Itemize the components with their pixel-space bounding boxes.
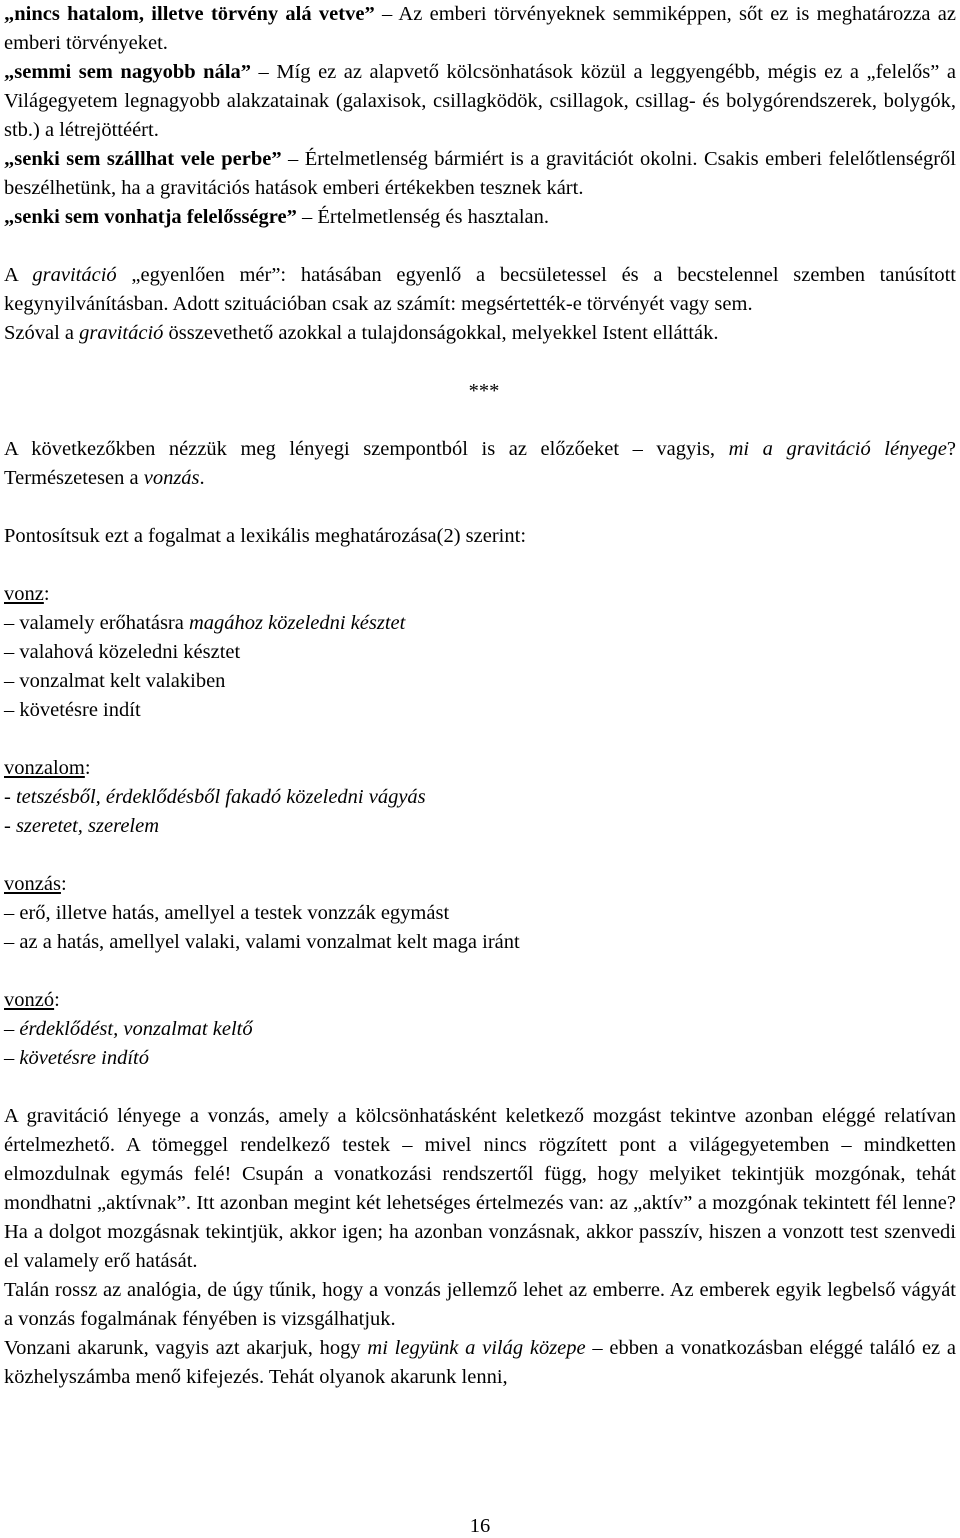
- definition-line: – követésre indít: [4, 699, 141, 721]
- quote-bold: „senki sem szállhat vele perbe”: [4, 148, 282, 170]
- definition-vonzo: [4, 986, 956, 1073]
- definition-term: [4, 870, 956, 899]
- section-separator: ***: [468, 380, 500, 402]
- spacer: [4, 551, 956, 580]
- text: A: [4, 264, 33, 286]
- spacer: [4, 841, 956, 870]
- spacer: [4, 348, 956, 377]
- italic-phrase: követésre indító: [19, 1047, 149, 1069]
- definition-line: [4, 609, 956, 638]
- paragraph-senki-sem-vonhatja: [4, 203, 956, 232]
- text: – valamely erőhatásra: [4, 612, 189, 634]
- text: :: [84, 757, 91, 779]
- spacer: [4, 957, 956, 986]
- paragraph-vonzani-akarunk: [4, 1334, 956, 1392]
- definition-line: - tetszésből, érdeklődésből fakadó közeledni vágyás: [4, 786, 426, 808]
- quote-bold: „semmi sem nagyobb nála”: [4, 61, 252, 83]
- document-page: [4, 0, 956, 1392]
- page-number: 16: [469, 1515, 491, 1537]
- italic-term: gravitáció: [79, 322, 164, 344]
- definition-term: [4, 986, 956, 1015]
- definition-line: – vonzalmat kelt valakiben: [4, 670, 226, 692]
- definition-term: [4, 580, 956, 609]
- paragraph-gravitacio-lenyege: A gravitáció lényege a vonzás, amely a kölcsönhatásként keletkező mozgást tekintve azonban eléggé relatívan értelmezhető. A tömeggel rendelkező testek – mivel nincs rögzített pont a világegyetemben – mindketten elmozdulnak egymás felé! Csupán a vonatkozási rendszertől függ, hogy melyiket tekintjük mozgónak, tehát mondhatni „aktívnak”. Itt azonban megint két lehetséges értelmezés van: az „aktív” a mozgónak tekintett fél lenne? Ha a dolgot mozgásnak tekintjük, akkor igen; ha azonban vonzásnak, akkor passzív, hiszen a vonzott test szenvedi el valamely erő hatását.: [4, 1105, 956, 1272]
- text: –: [4, 1018, 20, 1040]
- definition-line: [4, 1044, 956, 1073]
- text: ? Természetesen a: [4, 438, 957, 489]
- text: „egyenlően mér”: hatásában egyenlő a becsületessel és a becstelennel szemben tanúsított kegynyilvánításban. Adott szituációban csak az számít: megsértették-e törvényét vagy sem.: [4, 264, 956, 315]
- definition-line: [4, 1015, 956, 1044]
- definition-line: - szeretet, szerelem: [4, 815, 160, 837]
- quote-bold: „nincs hatalom, illetve törvény alá vetve”: [4, 3, 375, 25]
- text: :: [54, 989, 60, 1011]
- paragraph-talan-rossz: Talán rossz az analógia, de úgy tűnik, hogy a vonzás jellemző lehet az emberre. Az emberek egyik legbelső vágyát a vonzás fogalmának fényében is vizsgálhatjuk.: [4, 1279, 956, 1330]
- text: összevethető azokkal a tulajdonságokkal, melyekkel Istent ellátták.: [163, 322, 719, 344]
- paragraph-text: – Az emberi törvényeknek semmiképpen, sőt ez is meghatározza az emberi törvényeket.: [4, 3, 956, 54]
- text: :: [43, 583, 50, 605]
- paragraph-szoval: [4, 319, 956, 348]
- italic-phrase: mi a gravitáció lényege: [728, 438, 947, 460]
- spacer: [4, 493, 956, 522]
- spacer: [4, 725, 956, 754]
- paragraph-egyenloen-mer: [4, 261, 956, 319]
- paragraph-text: – Míg ez az alapvető kölcsönhatások közül a leggyengébb, mégis ez a „felelős” a Világegyetem legnagyobb alakzatainak (galaxisok, csillagködök, csillagok, csillag- és bolygórendszerek, bolygók, stb.) a létrejöttéért.: [4, 61, 956, 141]
- paragraph-senki-sem-szallhat: [4, 145, 956, 203]
- spacer: [4, 232, 956, 261]
- definition-vonzas: [4, 870, 956, 957]
- text: Vonzani akarunk, vagyis azt akarjuk, hogy: [4, 1337, 368, 1359]
- paragraph-nincs-hatalom: [4, 0, 956, 58]
- italic-term: vonzás: [143, 467, 200, 489]
- paragraph-text: – Értelmetlenség bármiért is a gravitációt okolni. Csakis emberi felelőtlenségről beszélhetünk, ha a gravitációs hatások emberi értékekben tesznek kárt.: [4, 148, 956, 199]
- quote-bold: „senki sem vonhatja felelősségre”: [4, 206, 297, 228]
- definition-vonz: [4, 580, 956, 725]
- italic-phrase: érdeklődést, vonzalmat keltő: [19, 1018, 253, 1040]
- definition-line: – az a hatás, amellyel valaki, valami vonzalmat kelt maga iránt: [4, 931, 520, 953]
- paragraph-pontositsuk: Pontosítsuk ezt a fogalmat a lexikális meghatározása(2) szerint:: [4, 525, 527, 547]
- definition-line: – valahová közeledni késztet: [4, 641, 241, 663]
- definition-line: – erő, illetve hatás, amellyel a testek vonzzák egymást: [4, 902, 450, 924]
- italic-term: gravitáció: [32, 264, 117, 286]
- term-underlined: vonz: [4, 583, 44, 605]
- italic-phrase: magához közeledni késztet: [188, 612, 406, 634]
- text: – ebben a vonatkozásban eléggé találó ez a közhelyszámba menő kifejezés. Tehát olyanok akarunk lenni,: [4, 1337, 956, 1388]
- spacer: [4, 406, 956, 435]
- paragraph-kovetkezokben: [4, 435, 956, 493]
- text: A következőkben nézzük meg lényegi szempontból is az előzőeket – vagyis,: [4, 438, 729, 460]
- term-underlined: vonzás: [4, 873, 61, 895]
- text: .: [199, 467, 205, 489]
- text: –: [4, 1047, 20, 1069]
- definition-term: [4, 754, 956, 783]
- text: :: [60, 873, 67, 895]
- term-underlined: vonzó: [4, 989, 55, 1011]
- italic-phrase: mi legyünk a világ közepe: [367, 1337, 586, 1359]
- paragraph-semmi-sem-nagyobb: [4, 58, 956, 145]
- definition-vonzalom: [4, 754, 956, 841]
- spacer: [4, 1073, 956, 1102]
- paragraph-text: – Értelmetlenség és hasztalan.: [296, 206, 550, 228]
- term-underlined: vonzalom: [4, 757, 85, 779]
- text: Szóval a: [4, 322, 80, 344]
